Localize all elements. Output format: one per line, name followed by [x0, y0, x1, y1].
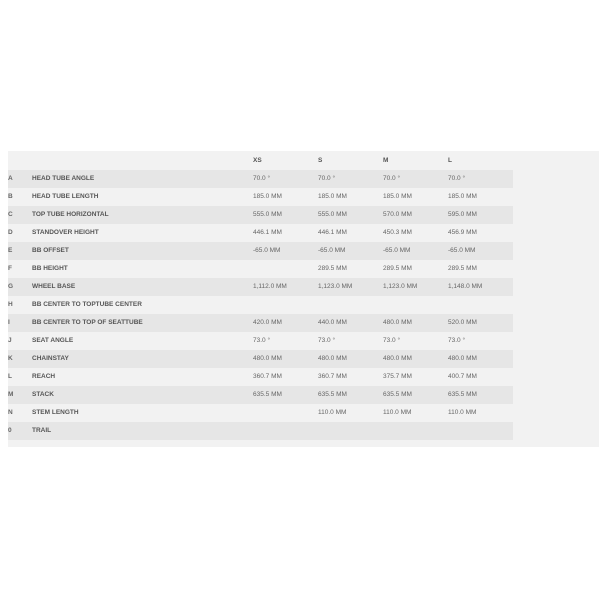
row-key: F [8, 260, 32, 278]
geometry-table-container [8, 151, 599, 447]
row-measurement-name: CHAINSTAY [32, 350, 253, 368]
row-pad [513, 206, 599, 224]
table-row [8, 350, 599, 368]
row-value-l: 70.0 ° [448, 170, 513, 188]
row-value-m [383, 296, 448, 314]
table-row [8, 332, 599, 350]
row-value-m: 450.3 MM [383, 224, 448, 242]
row-measurement-name: HEAD TUBE ANGLE [32, 170, 253, 188]
row-value-l: 289.5 MM [448, 260, 513, 278]
row-value-xs: 480.0 MM [253, 350, 318, 368]
row-pad [513, 242, 599, 260]
header-size-m: M [383, 157, 389, 164]
row-measurement-name: TRAIL [32, 422, 253, 440]
row-value-l: 520.0 MM [448, 314, 513, 332]
table-row [8, 170, 599, 188]
row-value-s: -65.0 MM [318, 242, 383, 260]
row-value-l: -65.0 MM [448, 242, 513, 260]
table-header-row [8, 151, 599, 170]
row-pad [513, 368, 599, 386]
row-value-s: 289.5 MM [318, 260, 383, 278]
row-pad [513, 422, 599, 440]
row-measurement-name: BB CENTER TO TOPTUBE CENTER [32, 296, 253, 314]
row-pad [513, 386, 599, 404]
row-measurement-name: STACK [32, 386, 253, 404]
row-value-xs [253, 422, 318, 440]
row-value-l: 73.0 ° [448, 332, 513, 350]
row-value-xs: -65.0 MM [253, 242, 318, 260]
row-value-s: 73.0 ° [318, 332, 383, 350]
row-value-m: -65.0 MM [383, 242, 448, 260]
row-key: D [8, 224, 32, 242]
row-pad [513, 332, 599, 350]
row-key: N [8, 404, 32, 422]
row-measurement-name: SEAT ANGLE [32, 332, 253, 350]
row-key: A [8, 170, 32, 188]
row-value-s: 440.0 MM [318, 314, 383, 332]
row-measurement-name: STANDOVER HEIGHT [32, 224, 253, 242]
row-value-xs: 635.5 MM [253, 386, 318, 404]
header-name [32, 151, 253, 170]
table-row [8, 188, 599, 206]
row-value-xs: 70.0 ° [253, 170, 318, 188]
row-measurement-name: HEAD TUBE LENGTH [32, 188, 253, 206]
row-value-l: 635.5 MM [448, 386, 513, 404]
table-row [8, 314, 599, 332]
row-value-m: 480.0 MM [383, 314, 448, 332]
row-value-m: 73.0 ° [383, 332, 448, 350]
row-pad [513, 260, 599, 278]
row-measurement-name: STEM LENGTH [32, 404, 253, 422]
row-key: J [8, 332, 32, 350]
row-key: B [8, 188, 32, 206]
table-row [8, 224, 599, 242]
row-value-xs: 185.0 MM [253, 188, 318, 206]
table-row [8, 368, 599, 386]
row-key: L [8, 368, 32, 386]
row-value-xs: 420.0 MM [253, 314, 318, 332]
row-value-m: 570.0 MM [383, 206, 448, 224]
row-value-s [318, 296, 383, 314]
row-pad [513, 404, 599, 422]
row-value-xs: 555.0 MM [253, 206, 318, 224]
row-value-s: 635.5 MM [318, 386, 383, 404]
row-value-s: 110.0 MM [318, 404, 383, 422]
row-value-l: 1,148.0 MM [448, 278, 513, 296]
table-row [8, 404, 599, 422]
row-value-m: 480.0 MM [383, 350, 448, 368]
table-row [8, 386, 599, 404]
row-key: K [8, 350, 32, 368]
row-value-m: 110.0 MM [383, 404, 448, 422]
table-row [8, 296, 599, 314]
row-key: 0 [8, 422, 32, 440]
row-pad [513, 350, 599, 368]
row-value-m: 635.5 MM [383, 386, 448, 404]
row-key: C [8, 206, 32, 224]
row-measurement-name: BB HEIGHT [32, 260, 253, 278]
row-value-s: 1,123.0 MM [318, 278, 383, 296]
row-value-l [448, 422, 513, 440]
row-value-m [383, 422, 448, 440]
header-size-l: L [448, 157, 452, 164]
row-pad [513, 188, 599, 206]
row-value-s: 555.0 MM [318, 206, 383, 224]
row-key: E [8, 242, 32, 260]
row-value-l: 110.0 MM [448, 404, 513, 422]
row-key: H [8, 296, 32, 314]
row-value-xs [253, 260, 318, 278]
row-value-m: 70.0 ° [383, 170, 448, 188]
row-key: M [8, 386, 32, 404]
row-measurement-name: REACH [32, 368, 253, 386]
row-pad [513, 170, 599, 188]
table-row [8, 422, 599, 440]
header-key [8, 151, 32, 170]
row-value-l [448, 296, 513, 314]
geometry-table [8, 151, 599, 440]
row-value-xs: 1,112.0 MM [253, 278, 318, 296]
table-row [8, 206, 599, 224]
table-row [8, 242, 599, 260]
row-value-s: 360.7 MM [318, 368, 383, 386]
row-value-s: 480.0 MM [318, 350, 383, 368]
row-value-l: 480.0 MM [448, 350, 513, 368]
row-value-xs [253, 404, 318, 422]
row-value-s: 185.0 MM [318, 188, 383, 206]
row-pad [513, 314, 599, 332]
table-row [8, 278, 599, 296]
row-key: G [8, 278, 32, 296]
row-value-m: 185.0 MM [383, 188, 448, 206]
row-value-xs [253, 296, 318, 314]
row-value-xs: 360.7 MM [253, 368, 318, 386]
row-value-l: 185.0 MM [448, 188, 513, 206]
row-value-s [318, 422, 383, 440]
header-pad [513, 151, 599, 170]
row-value-xs: 446.1 MM [253, 224, 318, 242]
row-value-xs: 73.0 ° [253, 332, 318, 350]
row-measurement-name: BB OFFSET [32, 242, 253, 260]
row-measurement-name: BB CENTER TO TOP OF SEATTUBE [32, 314, 253, 332]
row-value-m: 1,123.0 MM [383, 278, 448, 296]
row-key: I [8, 314, 32, 332]
row-value-m: 375.7 MM [383, 368, 448, 386]
header-size-xs: XS [253, 157, 262, 164]
row-pad [513, 278, 599, 296]
row-pad [513, 224, 599, 242]
row-value-l: 456.9 MM [448, 224, 513, 242]
table-row [8, 260, 599, 278]
header-size-s: S [318, 157, 323, 164]
row-measurement-name: WHEEL BASE [32, 278, 253, 296]
row-pad [513, 296, 599, 314]
row-value-l: 595.0 MM [448, 206, 513, 224]
row-value-m: 289.5 MM [383, 260, 448, 278]
row-value-s: 70.0 ° [318, 170, 383, 188]
row-value-l: 400.7 MM [448, 368, 513, 386]
row-measurement-name: TOP TUBE HORIZONTAL [32, 206, 253, 224]
row-value-s: 446.1 MM [318, 224, 383, 242]
